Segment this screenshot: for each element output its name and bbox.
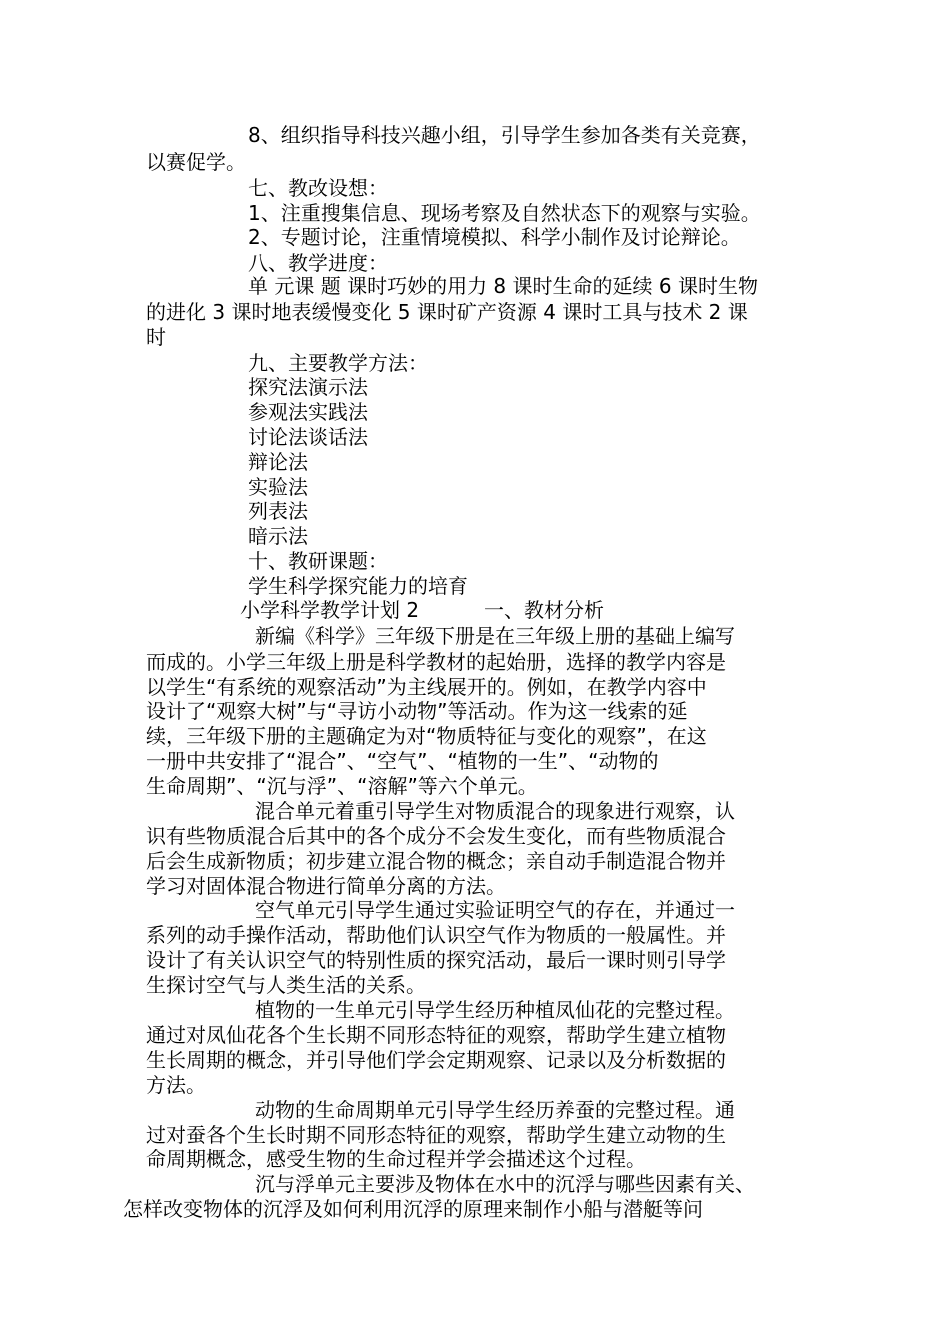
text-line: 生长周期的概念，并引导他们学会定期观察、记录以及分析数据的 (146, 1048, 726, 1072)
text-line: 而成的。小学三年级上册是科学教材的起始册，选择的教学内容是 (146, 650, 726, 674)
text-line: 8、组织指导科技兴趣小组，引导学生参加各类有关竞赛， (248, 123, 761, 147)
text-line: 学生科学探究能力的培育 (248, 574, 468, 598)
text-line: 通过对凤仙花各个生长期不同形态特征的观察，帮助学生建立植物 (146, 1023, 726, 1047)
text-line: 以赛促学。 (146, 150, 246, 174)
text-line: 植物的一生单元引导学生经历种植凤仙花的完整过程。 (255, 998, 735, 1022)
text-line: 系列的动手操作活动，帮助他们认识空气作为物质的一般属性。并 (146, 923, 726, 947)
text-line: 一册中共安排了“混合”、“空气”、“植物的一生”、“动物的 (146, 749, 659, 773)
text-line: 2、专题讨论，注重情境模拟、科学小制作及讨论辩论。 (248, 225, 741, 249)
text-line: 单 元课 题 课时巧妙的用力 8 课时生命的延续 6 课时生物 (248, 274, 758, 298)
section-heading: 九、主要教学方法： (248, 351, 428, 375)
text-line: 参观法实践法 (248, 400, 368, 424)
section-heading: 八、教学进度： (248, 251, 388, 275)
text-line: 辩论法 (248, 450, 308, 474)
text-line: 暗示法 (248, 524, 308, 548)
text-line: 空气单元引导学生通过实验证明空气的存在，并通过一 (255, 898, 735, 922)
text-line: 的进化 3 课时地表缓慢变化 5 课时矿产资源 4 课时工具与技术 2 课 (146, 300, 748, 324)
text-line: 时 (146, 325, 166, 349)
text-line: 新编《科学》三年级下册是在三年级上册的基础上编写 (255, 624, 735, 648)
text-line: 续，三年级下册的主题确定为对“物质特征与变化的观察”，在这 (146, 724, 707, 748)
text-line: 方法。 (146, 1073, 206, 1097)
text-line: 列表法 (248, 499, 308, 523)
text-line: 以学生“有系统的观察活动”为主线展开的。例如，在教学内容中 (146, 675, 707, 699)
text-line: 设计了“观察大树”与“寻访小动物”等活动。作为这一线索的延 (146, 699, 688, 723)
text-line: 设计了有关认识空气的特别性质的探究活动，最后一课时则引导学 (146, 948, 726, 972)
text-line: 探究法演示法 (248, 375, 368, 399)
text-line: 生探讨空气与人类生活的关系。 (146, 973, 426, 997)
text-line: 怎样改变物体的沉浮及如何利用沉浮的原理来制作小船与潜艇等问 (123, 1197, 703, 1221)
section-heading: 十、教研课题： (248, 549, 388, 573)
text-line: 混合单元着重引导学生对物质混合的现象进行观察，认 (255, 799, 735, 823)
text-line: 识有些物质混合后其中的各个成分不会发生变化，而有些物质混合 (146, 824, 726, 848)
text-line: 动物的生命周期单元引导学生经历养蚕的完整过程。通 (255, 1098, 735, 1122)
section-heading: 一、教材分析 (484, 598, 604, 622)
text-line: 后会生成新物质；初步建立混合物的概念；亲自动手制造混合物并 (146, 849, 726, 873)
text-line: 学习对固体混合物进行简单分离的方法。 (146, 874, 506, 898)
text-line: 沉与浮单元主要涉及物体在水中的沉浮与哪些因素有关、 (255, 1172, 755, 1196)
text-line: 生命周期”、“沉与浮”、“溶解”等六个单元。 (146, 774, 538, 798)
text-line: 讨论法谈话法 (248, 425, 368, 449)
text-line: 命周期概念，感受生物的生命过程并学会描述这个过程。 (146, 1147, 646, 1171)
text-line: 1、注重搜集信息、现场考察及自然状态下的观察与实验。 (248, 201, 761, 225)
section-heading: 七、教改设想： (248, 176, 388, 200)
text-line: 实验法 (248, 475, 308, 499)
document-title: 小学科学教学计划 2 (240, 598, 420, 622)
text-line: 过对蚕各个生长时期不同形态特征的观察，帮助学生建立动物的生 (146, 1123, 726, 1147)
